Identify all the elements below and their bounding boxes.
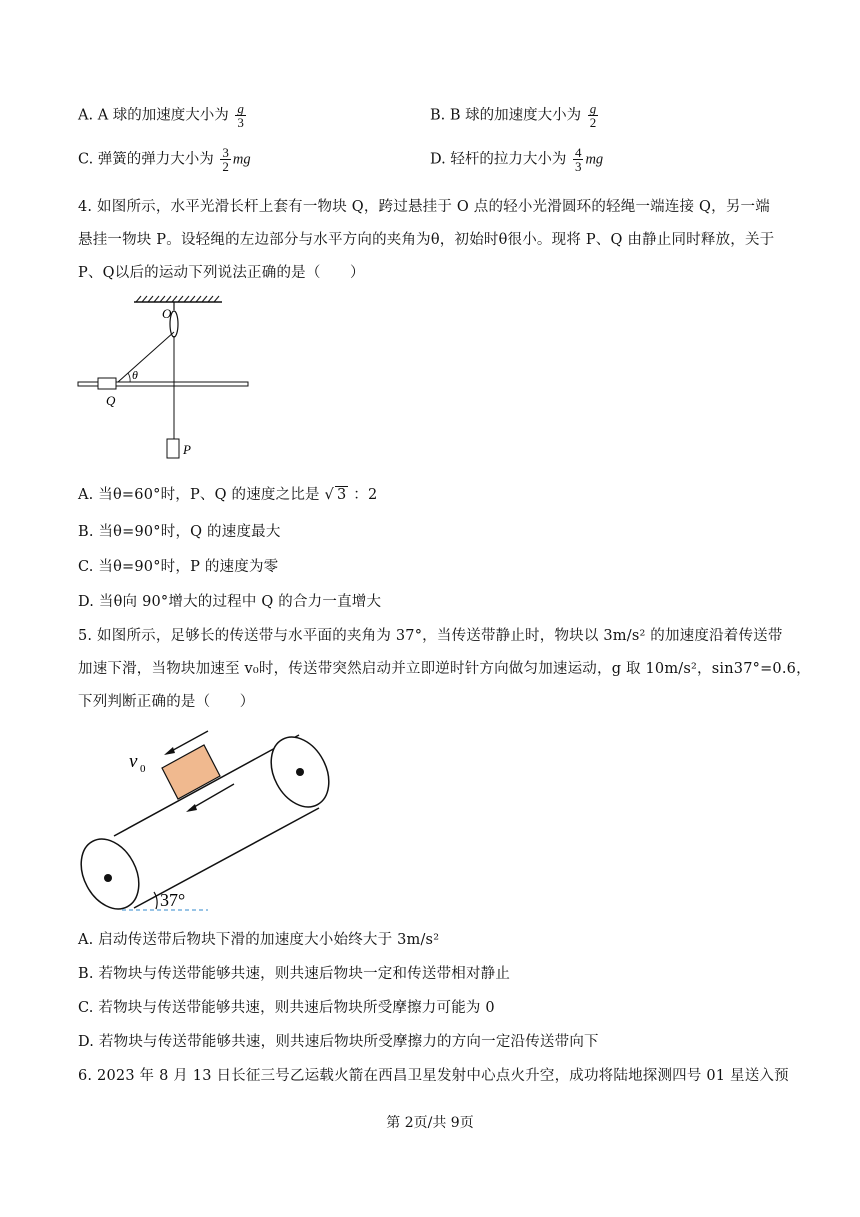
q5-option-c: C. 若物块与传送带能够共速，则共速后物块所受摩擦力可能为 0 xyxy=(78,1000,495,1016)
roller-left xyxy=(74,829,150,916)
q5-stem-line-1: 5. 如图所示，足够长的传送带与水平面的夹角为 37°，当传送带静止时，物块以 3m/s² 的加速度沿着传送带 xyxy=(78,628,783,644)
q3-option-a xyxy=(78,102,248,129)
fraction-3-over-2: $\frac{3}{2}$ xyxy=(222,145,229,174)
q4-option-c: C. 当θ=90°时，P 的速度为零 xyxy=(78,559,279,575)
sqrt-radicand: 3 xyxy=(337,487,347,503)
q4-option-a xyxy=(78,483,377,504)
fraction-4-over-3: $\frac{4}{3}$ xyxy=(574,145,582,174)
label-v0: v xyxy=(129,751,138,772)
q3-option-c-text: C. 弹簧的弹力大小为 xyxy=(78,151,214,168)
fraction-g-over-3: $\frac{g}{3}$ xyxy=(237,101,244,130)
label-o: O xyxy=(162,306,172,321)
q3-option-c xyxy=(78,146,251,173)
block-p xyxy=(167,439,179,458)
ceiling-hatching xyxy=(136,296,219,302)
label-p: P xyxy=(183,442,191,457)
q3-option-b xyxy=(430,102,600,129)
label-angle: 37° xyxy=(160,890,186,910)
q4-option-a-ratio: ：2 xyxy=(353,487,378,503)
fraction-g-over-2: $\frac{g}{2}$ xyxy=(589,101,597,130)
q3-option-a-text: A. A 球的加速度大小为 xyxy=(78,107,229,124)
q4-stem-line-3: P、Q以后的运动下列说法正确的是（ ） xyxy=(78,265,365,281)
label-q: Q xyxy=(106,393,116,408)
v0-arrowhead xyxy=(164,747,175,755)
label-theta: θ xyxy=(132,368,138,382)
mg-symbol: mg xyxy=(232,151,251,168)
q3-option-b-text: B. B 球的加速度大小为 xyxy=(430,107,582,124)
q5-option-b: B. 若物块与传送带能够共速，则共速后物块一定和传送带相对静止 xyxy=(78,966,511,982)
block-q xyxy=(98,378,116,389)
q4-stem-line-2: 悬挂一物块 P。设轻绳的左边部分与水平方向的夹角为θ，初始时θ很小。现将 P、Q 由静止同时释放，关于 xyxy=(78,232,775,248)
page-number: 第 2页/共 9页 xyxy=(386,1115,474,1131)
belt-arrowhead xyxy=(186,804,197,812)
q4-option-d: D. 当θ向 90°增大的过程中 Q 的合力一直增大 xyxy=(78,594,382,610)
q4-option-a-text: A. 当θ=60°时，P、Q 的速度之比是 xyxy=(78,487,320,503)
sqrt-symbol: √ xyxy=(324,487,334,503)
angle-arc xyxy=(154,892,157,909)
roller-left-axle xyxy=(104,874,112,882)
q6-stem-line-1: 6. 2023 年 8 月 13 日长征三号乙运载火箭在西昌卫星发射中心点火升空，成功将陆地探测四号 01 星送入预 xyxy=(78,1068,789,1084)
q5-option-d: D. 若物块与传送带能够共速，则共速后物块所受摩擦力的方向一定沿传送带向下 xyxy=(78,1034,599,1050)
roller-right-axle xyxy=(296,768,304,776)
theta-arc xyxy=(128,373,130,382)
q4-pulley-figure xyxy=(70,292,260,464)
rope-left xyxy=(118,332,174,382)
q4-option-b: B. 当θ=90°时，Q 的速度最大 xyxy=(78,524,281,540)
q4-stem-line-1: 4. 如图所示，水平光滑长杆上套有一物块 Q，跨过悬挂于 O 点的轻小光滑圆环的轻绳一端连接 Q，另一端 xyxy=(78,199,770,215)
q5-stem-line-2: 加速下滑，当物块加速至 v₀时，传送带突然启动并立即逆时针方向做匀加速运动，g 取 10m/s²，sin37°=0.6， xyxy=(78,661,811,677)
q3-option-d-text: D. 轻杆的拉力大小为 xyxy=(430,151,567,168)
q5-stem-line-3: 下列判断正确的是（ ） xyxy=(78,694,255,710)
label-v0-subscript: 0 xyxy=(140,763,146,775)
mg-symbol: mg xyxy=(585,151,604,168)
q5-option-a: A. 启动传送带后物块下滑的加速度大小始终大于 3m/s² xyxy=(78,932,440,948)
q3-option-d xyxy=(430,146,603,173)
q5-conveyor-figure xyxy=(74,718,344,916)
